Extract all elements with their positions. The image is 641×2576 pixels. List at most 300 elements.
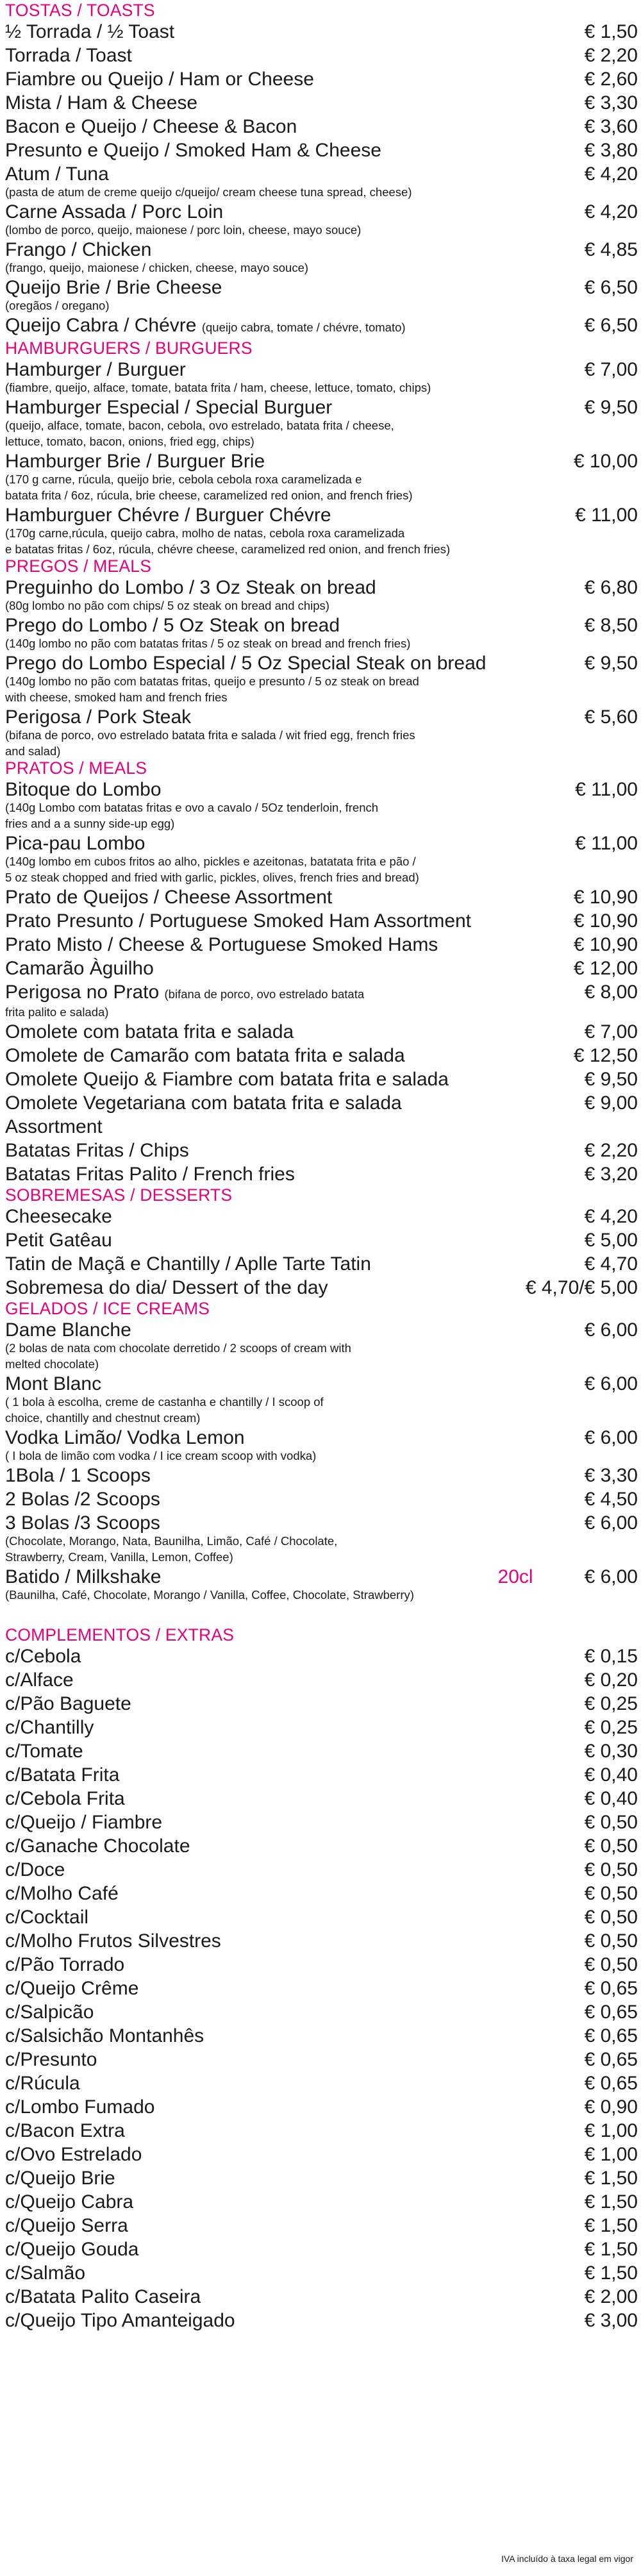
menu-item bbox=[5, 832, 638, 885]
menu-item-row bbox=[5, 1205, 638, 1228]
menu-item-row bbox=[5, 200, 638, 224]
menu-item-row bbox=[5, 1834, 638, 1858]
menu-item-row bbox=[5, 1067, 638, 1091]
menu bbox=[5, 1, 638, 2332]
menu-item-name: Batido / Milkshake bbox=[5, 1566, 162, 1587]
menu-item-price: € 1,50 bbox=[584, 2239, 638, 2260]
menu-item-description: (140g lombo no pão com batatas fritas, queijo e presunto / 5 oz steak on bread with cheese, smoked ham and french fries bbox=[5, 674, 419, 704]
menu-item-row bbox=[5, 314, 638, 339]
menu-item-row bbox=[5, 2309, 638, 2332]
menu-item-price: € 4,20 bbox=[584, 1206, 638, 1227]
menu-item bbox=[5, 1882, 638, 1905]
menu-item bbox=[5, 909, 638, 933]
menu-item-name: Prato Presunto / Portuguese Smoked Ham Assortment bbox=[5, 910, 472, 932]
menu-item-price-group bbox=[585, 1139, 638, 1162]
menu-item-price: € 0,25 bbox=[584, 1717, 638, 1738]
menu-item bbox=[5, 200, 638, 238]
menu-item-row bbox=[5, 1929, 638, 1953]
menu-item-name: Carne Assada / Porc Loin bbox=[5, 201, 224, 222]
menu-item-description: (2 bolas de nata com chocolate derretido / 2 scoops of cream with melted chocolate) bbox=[5, 1341, 351, 1371]
menu-item bbox=[5, 576, 638, 614]
menu-item-name: Omolete Queijo & Fiambre com batata frita e salada bbox=[5, 1069, 449, 1090]
menu-item-name-group bbox=[5, 2143, 142, 2166]
menu-item-description: (140g Lombo com batatas fritas e ovo a cavalo / 5Oz tenderloin, french fries and a a sunny side-up egg) bbox=[5, 801, 379, 830]
menu-item bbox=[5, 1834, 638, 1858]
menu-item-row bbox=[5, 1511, 638, 1535]
menu-item-price-group bbox=[574, 957, 638, 980]
menu-item-row bbox=[5, 2285, 638, 2309]
menu-item-price-group bbox=[575, 778, 638, 801]
menu-item-price: € 10,90 bbox=[573, 934, 638, 955]
menu-item-price: € 0,25 bbox=[584, 1693, 638, 1714]
menu-item bbox=[5, 651, 638, 705]
menu-item bbox=[5, 1020, 638, 1044]
menu-item-price-group bbox=[575, 503, 638, 527]
menu-item-name: Frango / Chicken bbox=[5, 239, 152, 260]
menu-item-price: € 8,00 bbox=[584, 982, 638, 1003]
menu-item-price: € 6,00 bbox=[584, 1373, 638, 1394]
menu-item-price: € 0,50 bbox=[584, 1954, 638, 1975]
menu-item-price-group bbox=[585, 162, 638, 186]
menu-item-name-group bbox=[5, 1668, 74, 1692]
menu-item-description: (170 g carne, rúcula, queijo brie, cebola cebola roxa caramelizada e batata frita / 6oz, rúcula, brie cheese, caramelized red onion, and french fries) bbox=[5, 473, 413, 502]
section-title: COMPLEMENTOS / EXTRAS bbox=[5, 1625, 235, 1644]
menu-item-name: Sobremesa do dia/ Dessert of the day bbox=[5, 1277, 328, 1298]
menu-item-price-group bbox=[585, 2095, 638, 2119]
menu-item-price: € 6,00 bbox=[584, 1566, 638, 1587]
menu-item-row bbox=[5, 1020, 638, 1044]
menu-item bbox=[5, 705, 638, 759]
menu-item bbox=[5, 1511, 638, 1565]
menu-item bbox=[5, 396, 638, 449]
menu-item-row bbox=[5, 1905, 638, 1929]
menu-item-name: c/Queijo Serra bbox=[5, 2215, 128, 2236]
menu-item-name-group bbox=[5, 2309, 235, 2332]
menu-item-price-group bbox=[585, 2237, 638, 2261]
menu-item-price-group bbox=[585, 1834, 638, 1858]
menu-item bbox=[5, 1716, 638, 1739]
menu-item-name: c/Lombo Fumado bbox=[5, 2096, 155, 2118]
menu-item-name-group bbox=[5, 832, 145, 855]
menu-item-price: € 2,00 bbox=[584, 2286, 638, 2307]
menu-item-name-group bbox=[5, 1565, 161, 1589]
menu-item-price: € 0,15 bbox=[584, 1646, 638, 1667]
menu-item-row bbox=[5, 503, 638, 527]
menu-item-row bbox=[5, 2071, 638, 2095]
menu-item-price: € 0,50 bbox=[584, 1930, 638, 1952]
menu-item-name: 1Bola / 1 Scoops bbox=[5, 1465, 151, 1486]
menu-item-price: € 4,85 bbox=[584, 239, 638, 260]
menu-item-price: € 0,65 bbox=[584, 2073, 638, 2094]
menu-item-size: 20cl bbox=[497, 1566, 533, 1587]
menu-item-name: c/Cebola bbox=[5, 1646, 81, 1667]
menu-item-row bbox=[5, 614, 638, 637]
menu-item bbox=[5, 2095, 638, 2119]
menu-item-price: € 7,00 bbox=[584, 359, 638, 380]
menu-item-row bbox=[5, 1139, 638, 1162]
menu-item-name: c/Bacon Extra bbox=[5, 2120, 125, 2141]
menu-item-price-group bbox=[585, 1644, 638, 1668]
menu-item bbox=[5, 20, 638, 44]
menu-item-name-group bbox=[5, 1426, 245, 1450]
menu-item-price: € 7,00 bbox=[584, 1021, 638, 1042]
menu-item-name: Fiambre ou Queijo / Ham or Cheese bbox=[5, 69, 314, 90]
menu-item-name-group bbox=[5, 1487, 160, 1511]
menu-item bbox=[5, 1205, 638, 1228]
menu-item-price: € 3,80 bbox=[584, 140, 638, 161]
section-title: TOSTAS / TOASTS bbox=[5, 1, 155, 20]
menu-item-name-group bbox=[5, 200, 223, 224]
menu-item-row bbox=[5, 449, 638, 473]
menu-item-name-group bbox=[5, 909, 471, 933]
menu-item-price-group bbox=[585, 238, 638, 262]
menu-item bbox=[5, 1276, 638, 1300]
menu-item bbox=[5, 2119, 638, 2143]
menu-item-name: Batatas Fritas Palito / French fries bbox=[5, 1164, 295, 1185]
menu-item-price-group bbox=[585, 1228, 638, 1252]
menu-item-name: c/Cebola Frita bbox=[5, 1788, 125, 1809]
menu-item-name: Assortment bbox=[5, 1116, 103, 1137]
menu-item-name: 3 Bolas /3 Scoops bbox=[5, 1512, 160, 1534]
menu-item-row bbox=[5, 1668, 638, 1692]
menu-item-price-group bbox=[585, 1464, 638, 1487]
menu-item bbox=[5, 1977, 638, 2000]
menu-item-price: € 5,60 bbox=[584, 707, 638, 728]
menu-item-price: € 3,20 bbox=[584, 1164, 638, 1185]
menu-item-description: ( I bola de limão com vodka / I ice cream scoop with vodka) bbox=[5, 1449, 317, 1462]
menu-item-price-group bbox=[585, 1882, 638, 1905]
menu-item-note: (bifana de porco, ovo estrelado batata bbox=[164, 987, 365, 1001]
menu-item-name-group bbox=[5, 2048, 97, 2071]
menu-item-price: € 1,50 bbox=[584, 21, 638, 42]
menu-item-row bbox=[5, 2261, 638, 2285]
menu-item bbox=[5, 778, 638, 832]
menu-item bbox=[5, 1091, 638, 1115]
menu-item-price-group bbox=[585, 1905, 638, 1929]
menu-item bbox=[5, 67, 638, 91]
menu-item-name: Hamburger / Burguer bbox=[5, 359, 186, 380]
menu-item-price: € 0,50 bbox=[584, 1883, 638, 1904]
menu-item-row bbox=[5, 1276, 638, 1300]
menu-item-row bbox=[5, 576, 638, 599]
menu-item bbox=[5, 1668, 638, 1692]
menu-item-price-group bbox=[585, 1318, 638, 1342]
menu-item-name: Atum / Tuna bbox=[5, 163, 109, 185]
menu-item bbox=[5, 1464, 638, 1487]
menu-item-price-group bbox=[585, 1716, 638, 1739]
menu-item-name-group bbox=[5, 2000, 94, 2024]
menu-item-row bbox=[5, 909, 638, 933]
menu-item-name-group bbox=[5, 2237, 138, 2261]
menu-item-name: Queijo Cabra / Chévre bbox=[5, 315, 197, 336]
menu-item-name-group bbox=[5, 1067, 449, 1091]
menu-item-row bbox=[5, 1882, 638, 1905]
menu-item-row bbox=[5, 2190, 638, 2214]
menu-item-row bbox=[5, 20, 638, 44]
menu-item-price-group bbox=[585, 576, 638, 599]
menu-item-price-group bbox=[585, 138, 638, 162]
menu-item-name: c/Chantilly bbox=[5, 1717, 94, 1738]
menu-item-name: c/Pão Torrado bbox=[5, 1954, 125, 1975]
section-title: PRATOS / MEALS bbox=[5, 758, 147, 778]
menu-item-name-group bbox=[5, 885, 332, 909]
menu-item-price: € 11,00 bbox=[575, 505, 638, 526]
menu-item-price: € 0,65 bbox=[584, 2002, 638, 2023]
menu-item bbox=[5, 1372, 638, 1426]
menu-item-price-group bbox=[498, 1565, 638, 1589]
menu-item-price: € 9,50 bbox=[584, 1069, 638, 1090]
menu-item-price: € 12,00 bbox=[573, 958, 638, 979]
menu-item bbox=[5, 933, 638, 957]
menu-item bbox=[5, 2285, 638, 2309]
menu-item-name: Batatas Fritas / Chips bbox=[5, 1140, 189, 1161]
menu-item-price-group bbox=[585, 1811, 638, 1834]
menu-item-price: € 6,00 bbox=[584, 1319, 638, 1341]
menu-item-description: (Baunilha, Café, Chocolate, Morango / Vanilla, Coffee, Chocolate, Strawberry) bbox=[5, 1588, 414, 1602]
menu-item-price: € 9,50 bbox=[584, 397, 638, 418]
menu-item-price-group bbox=[585, 2071, 638, 2095]
menu-item-name-group bbox=[5, 1228, 112, 1252]
menu-item-price-group bbox=[585, 2190, 638, 2214]
menu-item bbox=[5, 1067, 638, 1091]
menu-item bbox=[5, 2000, 638, 2024]
menu-item-row bbox=[5, 1252, 638, 1276]
menu-item bbox=[5, 1858, 638, 1882]
menu-item-price: € 5,00 bbox=[584, 1230, 638, 1251]
menu-section bbox=[5, 557, 638, 759]
menu-item-row bbox=[5, 1426, 638, 1450]
menu-item-name: Bacon e Queijo / Cheese & Bacon bbox=[5, 116, 297, 137]
section-title: HAMBURGUERS / BURGUERS bbox=[5, 339, 253, 358]
menu-item-row bbox=[5, 2166, 638, 2190]
menu-item-price: € 10,00 bbox=[573, 451, 638, 472]
menu-item-price: € 4,50 bbox=[584, 1489, 638, 1510]
menu-item-price: € 8,50 bbox=[584, 615, 638, 636]
menu-item-name: c/Molho Café bbox=[5, 1883, 119, 1904]
menu-item-row bbox=[5, 396, 638, 419]
menu-item-row bbox=[5, 651, 638, 675]
menu-item bbox=[5, 44, 638, 67]
menu-item bbox=[5, 1929, 638, 1953]
menu-item-price-group bbox=[585, 1668, 638, 1692]
menu-item-name-group bbox=[5, 1139, 189, 1162]
menu-item-name: Omolete Vegetariana com batata frita e salada bbox=[5, 1092, 402, 1114]
menu-item-row bbox=[5, 2024, 638, 2048]
menu-item-price-group bbox=[585, 1929, 638, 1953]
menu-item bbox=[5, 314, 638, 339]
menu-item-name: c/Queijo Brie bbox=[5, 2168, 115, 2189]
menu-item-name-group bbox=[5, 1115, 103, 1139]
menu-item-price-group bbox=[585, 1205, 638, 1228]
menu-item-name-group bbox=[5, 449, 265, 473]
menu-item-price-group bbox=[585, 1511, 638, 1535]
menu-item-price: € 0,50 bbox=[584, 1859, 638, 1880]
menu-item bbox=[5, 449, 638, 503]
menu-item bbox=[5, 1787, 638, 1811]
menu-item-price-group bbox=[585, 1692, 638, 1716]
menu-item bbox=[5, 1644, 638, 1668]
menu-item-name: c/Doce bbox=[5, 1859, 65, 1880]
menu-item-name-group bbox=[5, 1464, 151, 1487]
menu-item bbox=[5, 2237, 638, 2261]
menu-item-price: € 6,50 bbox=[584, 315, 638, 336]
menu-item-name-group bbox=[5, 1162, 295, 1186]
menu-item-price-group bbox=[585, 614, 638, 637]
menu-item-price: € 11,00 bbox=[575, 779, 638, 800]
menu-item-price-group bbox=[585, 1067, 638, 1091]
menu-item-price: € 2,60 bbox=[584, 69, 638, 90]
menu-item-name-group bbox=[5, 1091, 402, 1115]
menu-item-description: (bifana de porco, ovo estrelado batata frita e salada / wit fried egg, french fries and salad) bbox=[5, 728, 415, 758]
menu-item-row bbox=[5, 1565, 638, 1589]
menu-item bbox=[5, 2143, 638, 2166]
menu-item-name: c/Salsichão Montanhês bbox=[5, 2025, 204, 2046]
section-title: PREGOS / MEALS bbox=[5, 556, 152, 576]
menu-item-name: Vodka Limão/ Vodka Lemon bbox=[5, 1427, 245, 1448]
menu-item bbox=[5, 980, 638, 1020]
menu-item-name-group bbox=[5, 91, 197, 115]
menu-item-price-group bbox=[585, 276, 638, 299]
menu-item-name: Cheesecake bbox=[5, 1206, 112, 1227]
menu-item-price: € 0,40 bbox=[584, 1788, 638, 1809]
menu-item-description: (170g carne,rúcula, queijo cabra, molho de natas, cebola roxa caramelizada e batatas fritas / 6oz, rúcula, chévre cheese, caramelized red onion, and french fries) bbox=[5, 526, 451, 556]
menu-item-row bbox=[5, 1372, 638, 1396]
menu-item-description: (Chocolate, Morango, Nata, Baunilha, Limão, Café / Chocolate, Strawberry, Cream, Vanilla, Lemon, Coffee) bbox=[5, 1534, 338, 1564]
menu-item-name-group bbox=[5, 705, 191, 729]
menu-item-name-group bbox=[5, 314, 406, 339]
menu-item-name: 2 Bolas /2 Scoops bbox=[5, 1489, 160, 1510]
menu-item-name-group bbox=[5, 576, 376, 599]
menu-item-price: € 3,30 bbox=[584, 92, 638, 113]
menu-item-price: € 6,00 bbox=[584, 1427, 638, 1448]
menu-item-price-group bbox=[585, 91, 638, 115]
menu-item-price: € 0,20 bbox=[584, 1669, 638, 1691]
menu-item bbox=[5, 503, 638, 557]
menu-item-row bbox=[5, 1811, 638, 1834]
menu-item-name-group bbox=[5, 115, 297, 138]
menu-item-row bbox=[5, 1318, 638, 1342]
menu-item bbox=[5, 162, 638, 200]
menu-item bbox=[5, 1139, 638, 1162]
menu-item-name: c/Salmão bbox=[5, 2262, 86, 2284]
menu-item bbox=[5, 2166, 638, 2190]
menu-item-price: € 0,30 bbox=[584, 1741, 638, 1762]
menu-item-price-group bbox=[585, 1858, 638, 1882]
menu-item-name-group bbox=[5, 1716, 94, 1739]
menu-item bbox=[5, 957, 638, 980]
menu-item-name-group bbox=[5, 20, 174, 44]
menu-item-name: Torrada / Toast bbox=[5, 45, 132, 66]
menu-section bbox=[5, 1626, 638, 2332]
menu-item-row bbox=[5, 1115, 638, 1139]
menu-item-row bbox=[5, 2214, 638, 2237]
menu-item-row bbox=[5, 1228, 638, 1252]
menu-item-row bbox=[5, 1716, 638, 1739]
menu-item-description: (fiambre, queijo, alface, tomate, batata frita / ham, cheese, lettuce, tomato, chips) bbox=[5, 381, 431, 394]
menu-item-row bbox=[5, 1044, 638, 1067]
menu-item-price: € 0,50 bbox=[584, 1812, 638, 1833]
menu-item-row bbox=[5, 44, 638, 67]
menu-item-price: € 4,70 bbox=[584, 1253, 638, 1275]
menu-item-name-group bbox=[5, 2024, 204, 2048]
menu-item-row bbox=[5, 1091, 638, 1115]
menu-item-description: (140g lombo em cubos fritos ao alho, pickles e azeitonas, batatata frita e pão / 5 oz steak chopped and fried with garlic, pickles, olives, french fries and bread) bbox=[5, 855, 419, 884]
menu-item-name-group bbox=[5, 1020, 294, 1044]
menu-section bbox=[5, 1186, 638, 1300]
menu-item bbox=[5, 276, 638, 314]
menu-item-name: Dame Blanche bbox=[5, 1319, 131, 1341]
menu-item-price-group bbox=[585, 67, 638, 91]
menu-item-row bbox=[5, 115, 638, 138]
menu-item-name-group bbox=[5, 503, 331, 527]
menu-item-row bbox=[5, 91, 638, 115]
menu-item-name: Mont Blanc bbox=[5, 1373, 102, 1394]
menu-item-price: € 4,20 bbox=[584, 201, 638, 222]
menu-item-name: c/Salpicão bbox=[5, 2002, 94, 2023]
menu-item-name-group bbox=[5, 1276, 328, 1300]
menu-item bbox=[5, 91, 638, 115]
menu-item-price: € 6,80 bbox=[584, 577, 638, 598]
menu-item-row bbox=[5, 1787, 638, 1811]
menu-item-name-group bbox=[5, 1929, 221, 1953]
menu-item bbox=[5, 2309, 638, 2332]
menu-item-price-group bbox=[585, 358, 638, 381]
section-title: GELADOS / ICE CREAMS bbox=[5, 1299, 210, 1318]
menu-item-row bbox=[5, 1162, 638, 1186]
menu-item-price-group bbox=[585, 705, 638, 729]
menu-item-description: (queijo, alface, tomate, bacon, cebola, ovo estrelado, batata frita / cheese, lettuce, tomato, bacon, onions, fried egg, chips) bbox=[5, 419, 394, 448]
menu-item-price-group bbox=[585, 1487, 638, 1511]
menu-item-name: c/Pão Baguete bbox=[5, 1693, 131, 1714]
menu-item-name: Perigosa / Pork Steak bbox=[5, 707, 192, 728]
menu-item-name: c/Queijo Cabra bbox=[5, 2191, 134, 2212]
menu-item-name: c/Rúcula bbox=[5, 2073, 80, 2094]
menu-item-price-group bbox=[585, 1372, 638, 1396]
menu-item-row bbox=[5, 1644, 638, 1668]
menu-item-price: € 4,20 bbox=[584, 163, 638, 185]
menu-item-row bbox=[5, 1692, 638, 1716]
menu-item-name-group bbox=[5, 1763, 119, 1787]
menu-item-name: Camarão Àguilho bbox=[5, 958, 154, 979]
menu-item-name-group bbox=[5, 1692, 131, 1716]
menu-item-note: (queijo cabra, tomate / chévre, tomato) bbox=[201, 321, 406, 334]
menu-item-name-group bbox=[5, 1882, 119, 1905]
menu-item-row bbox=[5, 1858, 638, 1882]
menu-item-name-group bbox=[5, 1953, 124, 1977]
menu-item-name-group bbox=[5, 1511, 160, 1535]
menu-item-description: (140g lombo no pão com batatas fritas / 5 oz steak on bread and french fries) bbox=[5, 637, 411, 650]
menu-item-name: Pica-pau Lombo bbox=[5, 833, 146, 854]
menu-item-price: € 1,00 bbox=[584, 2144, 638, 2165]
menu-item-price-group bbox=[574, 885, 638, 909]
menu-item-price: € 0,65 bbox=[584, 2025, 638, 2046]
menu-item bbox=[5, 138, 638, 162]
menu-item-price: € 10,90 bbox=[573, 887, 638, 908]
menu-item-row bbox=[5, 778, 638, 801]
menu-item-name-group bbox=[5, 1318, 131, 1342]
menu-item-name-group bbox=[5, 67, 314, 91]
menu-item-name: Preguinho do Lombo / 3 Oz Steak on bread bbox=[5, 577, 376, 598]
menu-item-name: Mista / Ham & Cheese bbox=[5, 92, 198, 113]
menu-item-name: Presunto e Queijo / Smoked Ham & Cheese bbox=[5, 140, 381, 161]
menu-item-name-group bbox=[5, 1858, 65, 1882]
menu-item-price-group bbox=[585, 1252, 638, 1276]
menu-item-name: c/Ovo Estrelado bbox=[5, 2144, 142, 2165]
menu-item-price-group bbox=[585, 2166, 638, 2190]
menu-item-name: c/Batata Frita bbox=[5, 1764, 120, 1786]
menu-item bbox=[5, 2261, 638, 2285]
menu-item-row bbox=[5, 2048, 638, 2071]
